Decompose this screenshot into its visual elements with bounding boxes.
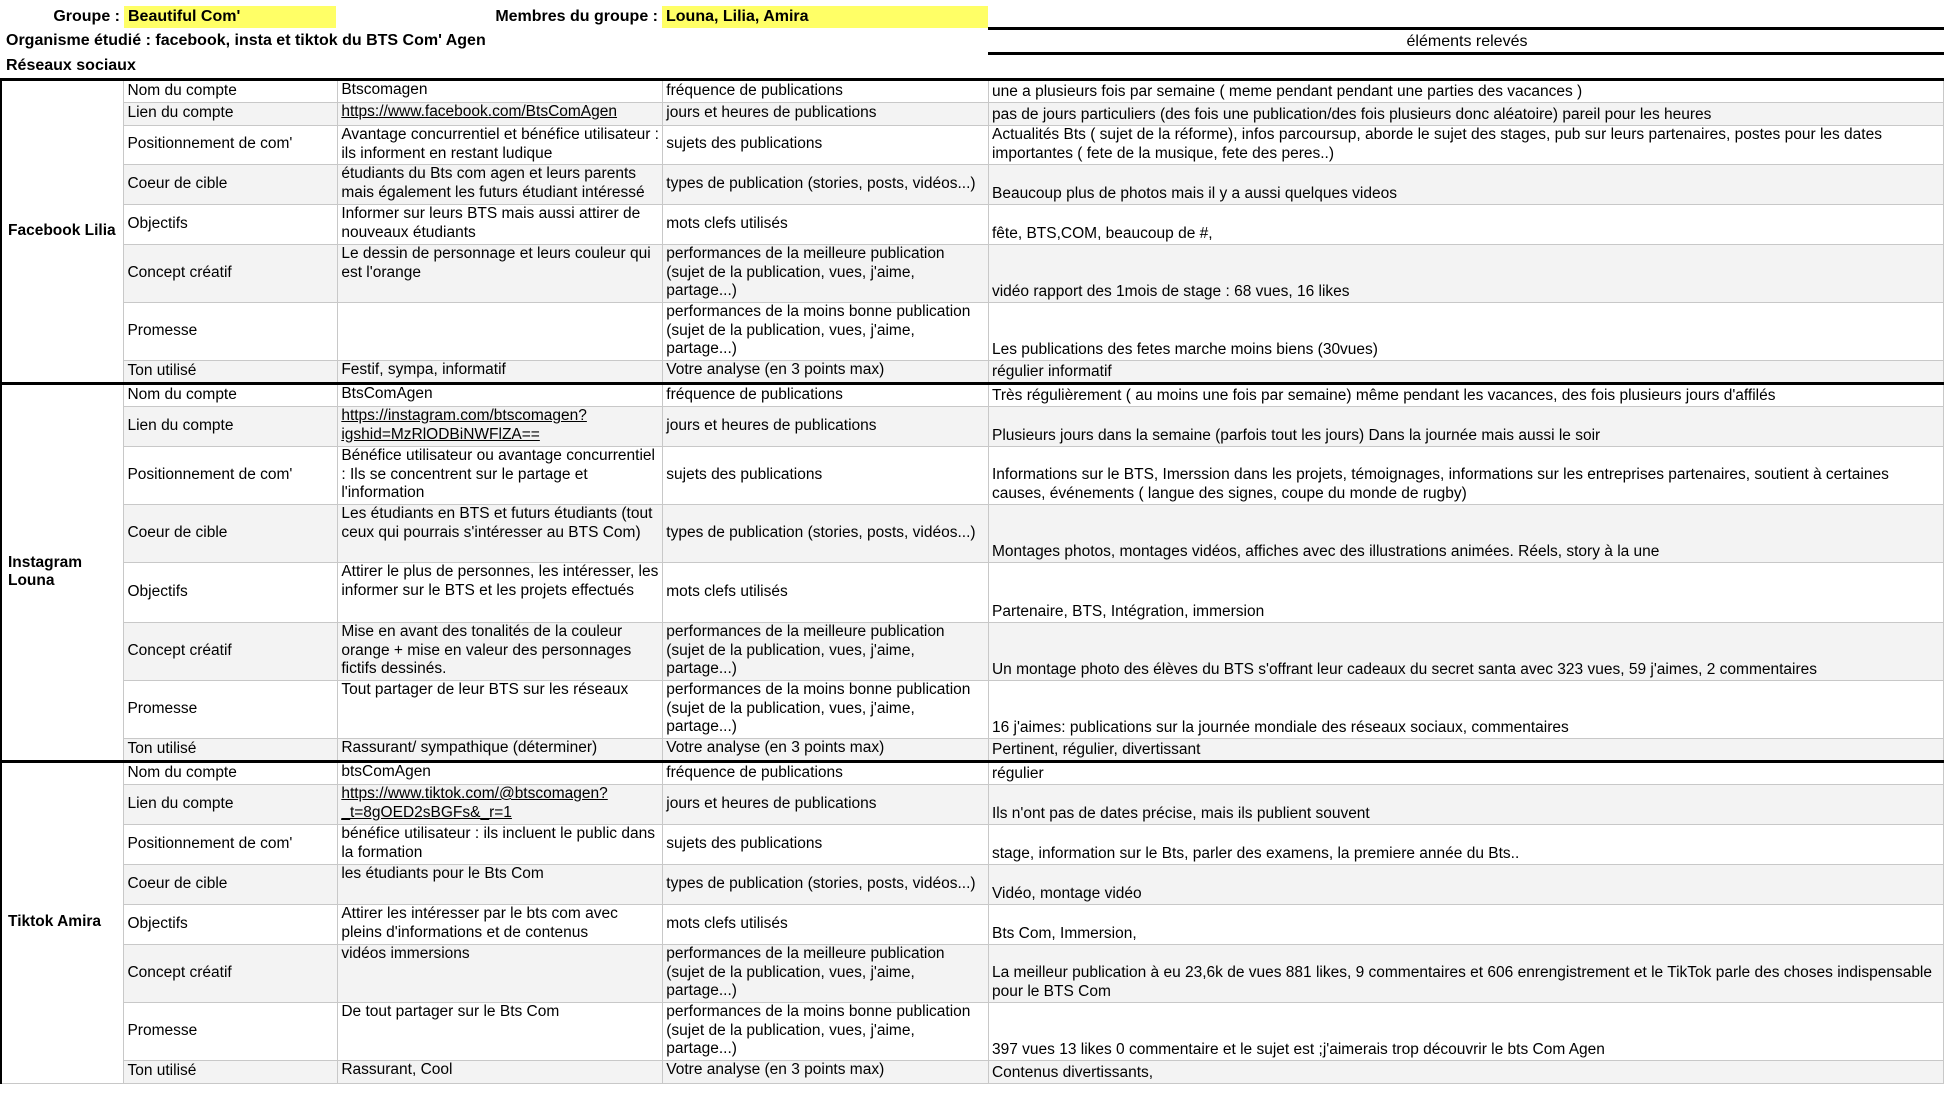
row-label[interactable]: Coeur de cible bbox=[124, 865, 338, 905]
table-row bbox=[1, 165, 1944, 205]
row-criterion[interactable]: types de publication (stories, posts, vidéos...) bbox=[663, 165, 989, 205]
table-row bbox=[1, 785, 1944, 825]
membres-label: Membres du groupe : bbox=[495, 8, 658, 25]
row-label[interactable]: Objectifs bbox=[124, 563, 338, 623]
account-link[interactable]: https://www.tiktok.com/@btscomagen?_t=8gOED2sBGFs&_r=1 bbox=[338, 785, 663, 825]
row-observed[interactable]: stage, information sur le Bts, parler des examens, la premiere année du Bts.. bbox=[988, 825, 1943, 865]
row-observed[interactable]: Actualités Bts ( sujet de la réforme), infos parcoursup, aborde le sujet des stages, pub sur leurs partenaires, postes pour les dates importantes ( fete de la musique, fete des peres..) bbox=[988, 126, 1943, 165]
row-label[interactable]: Positionnement de com' bbox=[124, 825, 338, 865]
row-observed[interactable]: La meilleur publication à eu 23,6k de vues 881 likes, 9 commentaires et 606 enrengistrement et le TikTok parle des choses indispensable pour le BTS Com bbox=[988, 945, 1943, 1003]
row-value[interactable]: Informer sur leurs BTS mais aussi attirer de nouveaux étudiants bbox=[338, 205, 663, 245]
row-observed[interactable]: Informations sur le BTS, Imerssion dans les projets, témoignages, informations sur les entreprises partenaires, soutient à certaines causes, événements ( langue des signes, coupe du monde de rugby) bbox=[988, 447, 1943, 505]
membres-value[interactable]: Louna, Lilia, Amira bbox=[662, 6, 988, 28]
row-criterion[interactable]: types de publication (stories, posts, vidéos...) bbox=[663, 505, 989, 563]
row-label[interactable]: Nom du compte bbox=[124, 762, 338, 785]
row-label[interactable]: Lien du compte bbox=[124, 103, 338, 126]
row-value[interactable]: Bénéfice utilisateur ou avantage concurrentiel : Ils se concentrent sur le partage et l'information bbox=[338, 447, 663, 505]
row-label[interactable]: Objectifs bbox=[124, 205, 338, 245]
row-criterion[interactable]: performances de la meilleure publication (sujet de la publication, vues, j'aime, partage...) bbox=[663, 245, 989, 303]
row-observed[interactable]: Très régulièrement ( au moins une fois par semaine) même pendant les vacances, des fois plusieurs jours d'affilés bbox=[988, 384, 1943, 407]
row-observed[interactable]: Plusieurs jours dans la semaine (parfois tout les jours) Dans la journée mais aussi le soir bbox=[988, 407, 1943, 447]
row-value[interactable]: vidéos immersions bbox=[338, 945, 663, 1003]
header-rule-bottom bbox=[988, 52, 1944, 55]
table-row bbox=[1, 80, 1944, 103]
row-value[interactable]: Mise en avant des tonalités de la couleur orange + mise en valeur des personnages fictifs dessinés. bbox=[338, 623, 663, 681]
table-row bbox=[1, 384, 1944, 407]
row-value[interactable]: btsComAgen bbox=[338, 762, 663, 785]
row-criterion[interactable]: performances de la meilleure publication (sujet de la publication, vues, j'aime, partage...) bbox=[663, 623, 989, 681]
row-criterion[interactable]: mots clefs utilisés bbox=[663, 205, 989, 245]
organisme-label: Organisme étudié : facebook, insta et tiktok du BTS Com' Agen bbox=[6, 32, 486, 49]
row-criterion[interactable]: jours et heures de publications bbox=[663, 407, 989, 447]
row-label[interactable]: Ton utilisé bbox=[124, 1061, 338, 1084]
table-row bbox=[1, 623, 1944, 681]
row-value[interactable]: De tout partager sur le Bts Com bbox=[338, 1003, 663, 1061]
row-observed[interactable]: Montages photos, montages vidéos, affiches avec des illustrations animées. Réels, story à la une bbox=[988, 505, 1943, 563]
row-observed[interactable]: Pertinent, régulier, divertissant bbox=[988, 739, 1943, 762]
table-row bbox=[1, 505, 1944, 563]
row-observed[interactable]: vidéo rapport des 1mois de stage : 68 vues, 16 likes bbox=[988, 245, 1943, 303]
row-observed[interactable]: Les publications des fetes marche moins biens (30vues) bbox=[988, 303, 1943, 361]
row-observed[interactable]: Un montage photo des élèves du BTS s'offrant leur cadeaux du secret santa avec 323 vues, 59 j'aimes, 2 commentaires bbox=[988, 623, 1943, 681]
section-group-label[interactable]: Facebook Lilia bbox=[1, 80, 124, 384]
row-label[interactable]: Ton utilisé bbox=[124, 361, 338, 384]
row-value[interactable]: Tout partager de leur BTS sur les réseaux bbox=[338, 681, 663, 739]
table-row bbox=[1, 245, 1944, 303]
table-row bbox=[1, 407, 1944, 447]
row-label[interactable]: Positionnement de com' bbox=[124, 447, 338, 505]
row-label[interactable]: Concept créatif bbox=[124, 623, 338, 681]
row-criterion[interactable]: sujets des publications bbox=[663, 825, 989, 865]
section-group-label[interactable]: Instagram Louna bbox=[1, 384, 124, 762]
row-value[interactable] bbox=[338, 303, 663, 361]
row-criterion[interactable]: types de publication (stories, posts, vidéos...) bbox=[663, 865, 989, 905]
row-criterion[interactable]: performances de la moins bonne publication (sujet de la publication, vues, j'aime, partage...) bbox=[663, 681, 989, 739]
row-label[interactable]: Coeur de cible bbox=[124, 505, 338, 563]
reseaux-label: Réseaux sociaux bbox=[6, 57, 136, 74]
table-row bbox=[1, 1003, 1944, 1061]
row-label[interactable]: Objectifs bbox=[124, 905, 338, 945]
row-label[interactable]: Nom du compte bbox=[124, 384, 338, 407]
row-observed[interactable]: régulier bbox=[988, 762, 1943, 785]
row-label[interactable]: Promesse bbox=[124, 681, 338, 739]
elements-releves-header: éléments relevés bbox=[1406, 33, 1528, 50]
table-row bbox=[1, 825, 1944, 865]
row-observed[interactable]: 16 j'aimes: publications sur la journée mondiale des réseaux sociaux, commentaires bbox=[988, 681, 1943, 739]
row-criterion[interactable]: Votre analyse (en 3 points max) bbox=[663, 361, 989, 384]
table-row bbox=[1, 1061, 1944, 1084]
row-criterion[interactable]: Votre analyse (en 3 points max) bbox=[663, 739, 989, 762]
table-row bbox=[1, 905, 1944, 945]
table-row bbox=[1, 762, 1944, 785]
row-value[interactable]: Les étudiants en BTS et futurs étudiants (tout ceux qui pourrais s'intéresser au BTS Com) bbox=[338, 505, 663, 563]
row-value[interactable]: bénéfice utilisateur : ils incluent le public dans la formation bbox=[338, 825, 663, 865]
groupe-value[interactable]: Beautiful Com' bbox=[124, 6, 336, 28]
row-criterion[interactable]: Votre analyse (en 3 points max) bbox=[663, 1061, 989, 1084]
row-observed[interactable]: 397 vues 13 likes 0 commentaire et le sujet est ;j'aimerais trop découvrir le bts Com Agen bbox=[988, 1003, 1943, 1061]
table-row bbox=[1, 303, 1944, 361]
row-value[interactable]: les étudiants pour le Bts Com bbox=[338, 865, 663, 905]
row-value[interactable]: Attirer le plus de personnes, les intéresser, les informer sur le BTS et les projets effectués bbox=[338, 563, 663, 623]
row-label[interactable]: Concept créatif bbox=[124, 945, 338, 1003]
row-label[interactable]: Lien du compte bbox=[124, 785, 338, 825]
row-value[interactable]: Rassurant/ sympathique (déterminer) bbox=[338, 739, 663, 762]
row-label[interactable]: Promesse bbox=[124, 1003, 338, 1061]
row-label[interactable]: Coeur de cible bbox=[124, 165, 338, 205]
row-label[interactable]: Promesse bbox=[124, 303, 338, 361]
row-criterion[interactable]: sujets des publications bbox=[663, 447, 989, 505]
row-observed[interactable]: Vidéo, montage vidéo bbox=[988, 865, 1943, 905]
account-link[interactable]: https://instagram.com/btscomagen?igshid=MzRlODBiNWFlZA== bbox=[338, 407, 663, 447]
row-criterion[interactable]: fréquence de publications bbox=[663, 762, 989, 785]
header-rule-top bbox=[988, 27, 1944, 30]
row-value[interactable]: Attirer les intéresser par le bts com avec pleins d'informations et de contenus bbox=[338, 905, 663, 945]
table-row bbox=[1, 103, 1944, 126]
row-value[interactable]: Festif, sympa, informatif bbox=[338, 361, 663, 384]
table-row bbox=[1, 865, 1944, 905]
row-label[interactable]: Positionnement de com' bbox=[124, 126, 338, 165]
row-observed[interactable]: régulier informatif bbox=[988, 361, 1943, 384]
row-criterion[interactable]: performances de la moins bonne publication (sujet de la publication, vues, j'aime, partage...) bbox=[663, 303, 989, 361]
row-observed[interactable]: pas de jours particuliers (des fois une publication/des fois plusieurs donc aléatoire) pareil pour les heures bbox=[988, 103, 1943, 126]
row-value[interactable]: BtsComAgen bbox=[338, 384, 663, 407]
table-row bbox=[1, 447, 1944, 505]
row-observed[interactable]: fête, BTS,COM, beaucoup de #, bbox=[988, 205, 1943, 245]
groupe-label: Groupe : bbox=[53, 8, 120, 25]
row-value[interactable]: Le dessin de personnage et leurs couleur qui est l'orange bbox=[338, 245, 663, 303]
row-criterion[interactable]: jours et heures de publications bbox=[663, 103, 989, 126]
row-criterion[interactable]: fréquence de publications bbox=[663, 80, 989, 103]
row-label[interactable]: Nom du compte bbox=[124, 80, 338, 103]
table-row bbox=[1, 205, 1944, 245]
row-observed[interactable]: Partenaire, BTS, Intégration, immersion bbox=[988, 563, 1943, 623]
row-value[interactable]: Avantage concurrentiel et bénéfice utilisateur : ils informent en restant ludique bbox=[338, 126, 663, 165]
row-observed[interactable]: Contenus divertissants, bbox=[988, 1061, 1943, 1084]
section-group-label[interactable]: Tiktok Amira bbox=[1, 762, 124, 1084]
row-criterion[interactable]: performances de la moins bonne publication (sujet de la publication, vues, j'aime, partage...) bbox=[663, 1003, 989, 1061]
table-row bbox=[1, 945, 1944, 1003]
row-criterion[interactable]: fréquence de publications bbox=[663, 384, 989, 407]
table-row bbox=[1, 681, 1944, 739]
row-criterion[interactable]: sujets des publications bbox=[663, 126, 989, 165]
table-row bbox=[1, 361, 1944, 384]
row-criterion[interactable]: jours et heures de publications bbox=[663, 785, 989, 825]
row-value[interactable]: Rassurant, Cool bbox=[338, 1061, 663, 1084]
row-observed[interactable]: une a plusieurs fois par semaine ( meme pendant pendant une parties des vacances ) bbox=[988, 80, 1943, 103]
row-value[interactable]: Btscomagen bbox=[338, 80, 663, 103]
row-criterion[interactable]: performances de la meilleure publication (sujet de la publication, vues, j'aime, partage...) bbox=[663, 945, 989, 1003]
row-observed[interactable]: Ils n'ont pas de dates précise, mais ils publient souvent bbox=[988, 785, 1943, 825]
row-value[interactable]: étudiants du Bts com agen et leurs parents mais également les futurs étudiant intéressé bbox=[338, 165, 663, 205]
account-link[interactable]: https://www.facebook.com/BtsComAgen bbox=[338, 103, 663, 126]
row-observed[interactable]: Beaucoup plus de photos mais il y a aussi quelques videos bbox=[988, 165, 1943, 205]
table-row bbox=[1, 739, 1944, 762]
row-criterion[interactable]: mots clefs utilisés bbox=[663, 905, 989, 945]
table-row bbox=[1, 563, 1944, 623]
analysis-table bbox=[0, 78, 1944, 1084]
row-label[interactable]: Lien du compte bbox=[124, 407, 338, 447]
table-row bbox=[1, 126, 1944, 165]
row-criterion[interactable]: mots clefs utilisés bbox=[663, 563, 989, 623]
row-label[interactable]: Concept créatif bbox=[124, 245, 338, 303]
row-label[interactable]: Ton utilisé bbox=[124, 739, 338, 762]
row-observed[interactable]: Bts Com, Immersion, bbox=[988, 905, 1943, 945]
